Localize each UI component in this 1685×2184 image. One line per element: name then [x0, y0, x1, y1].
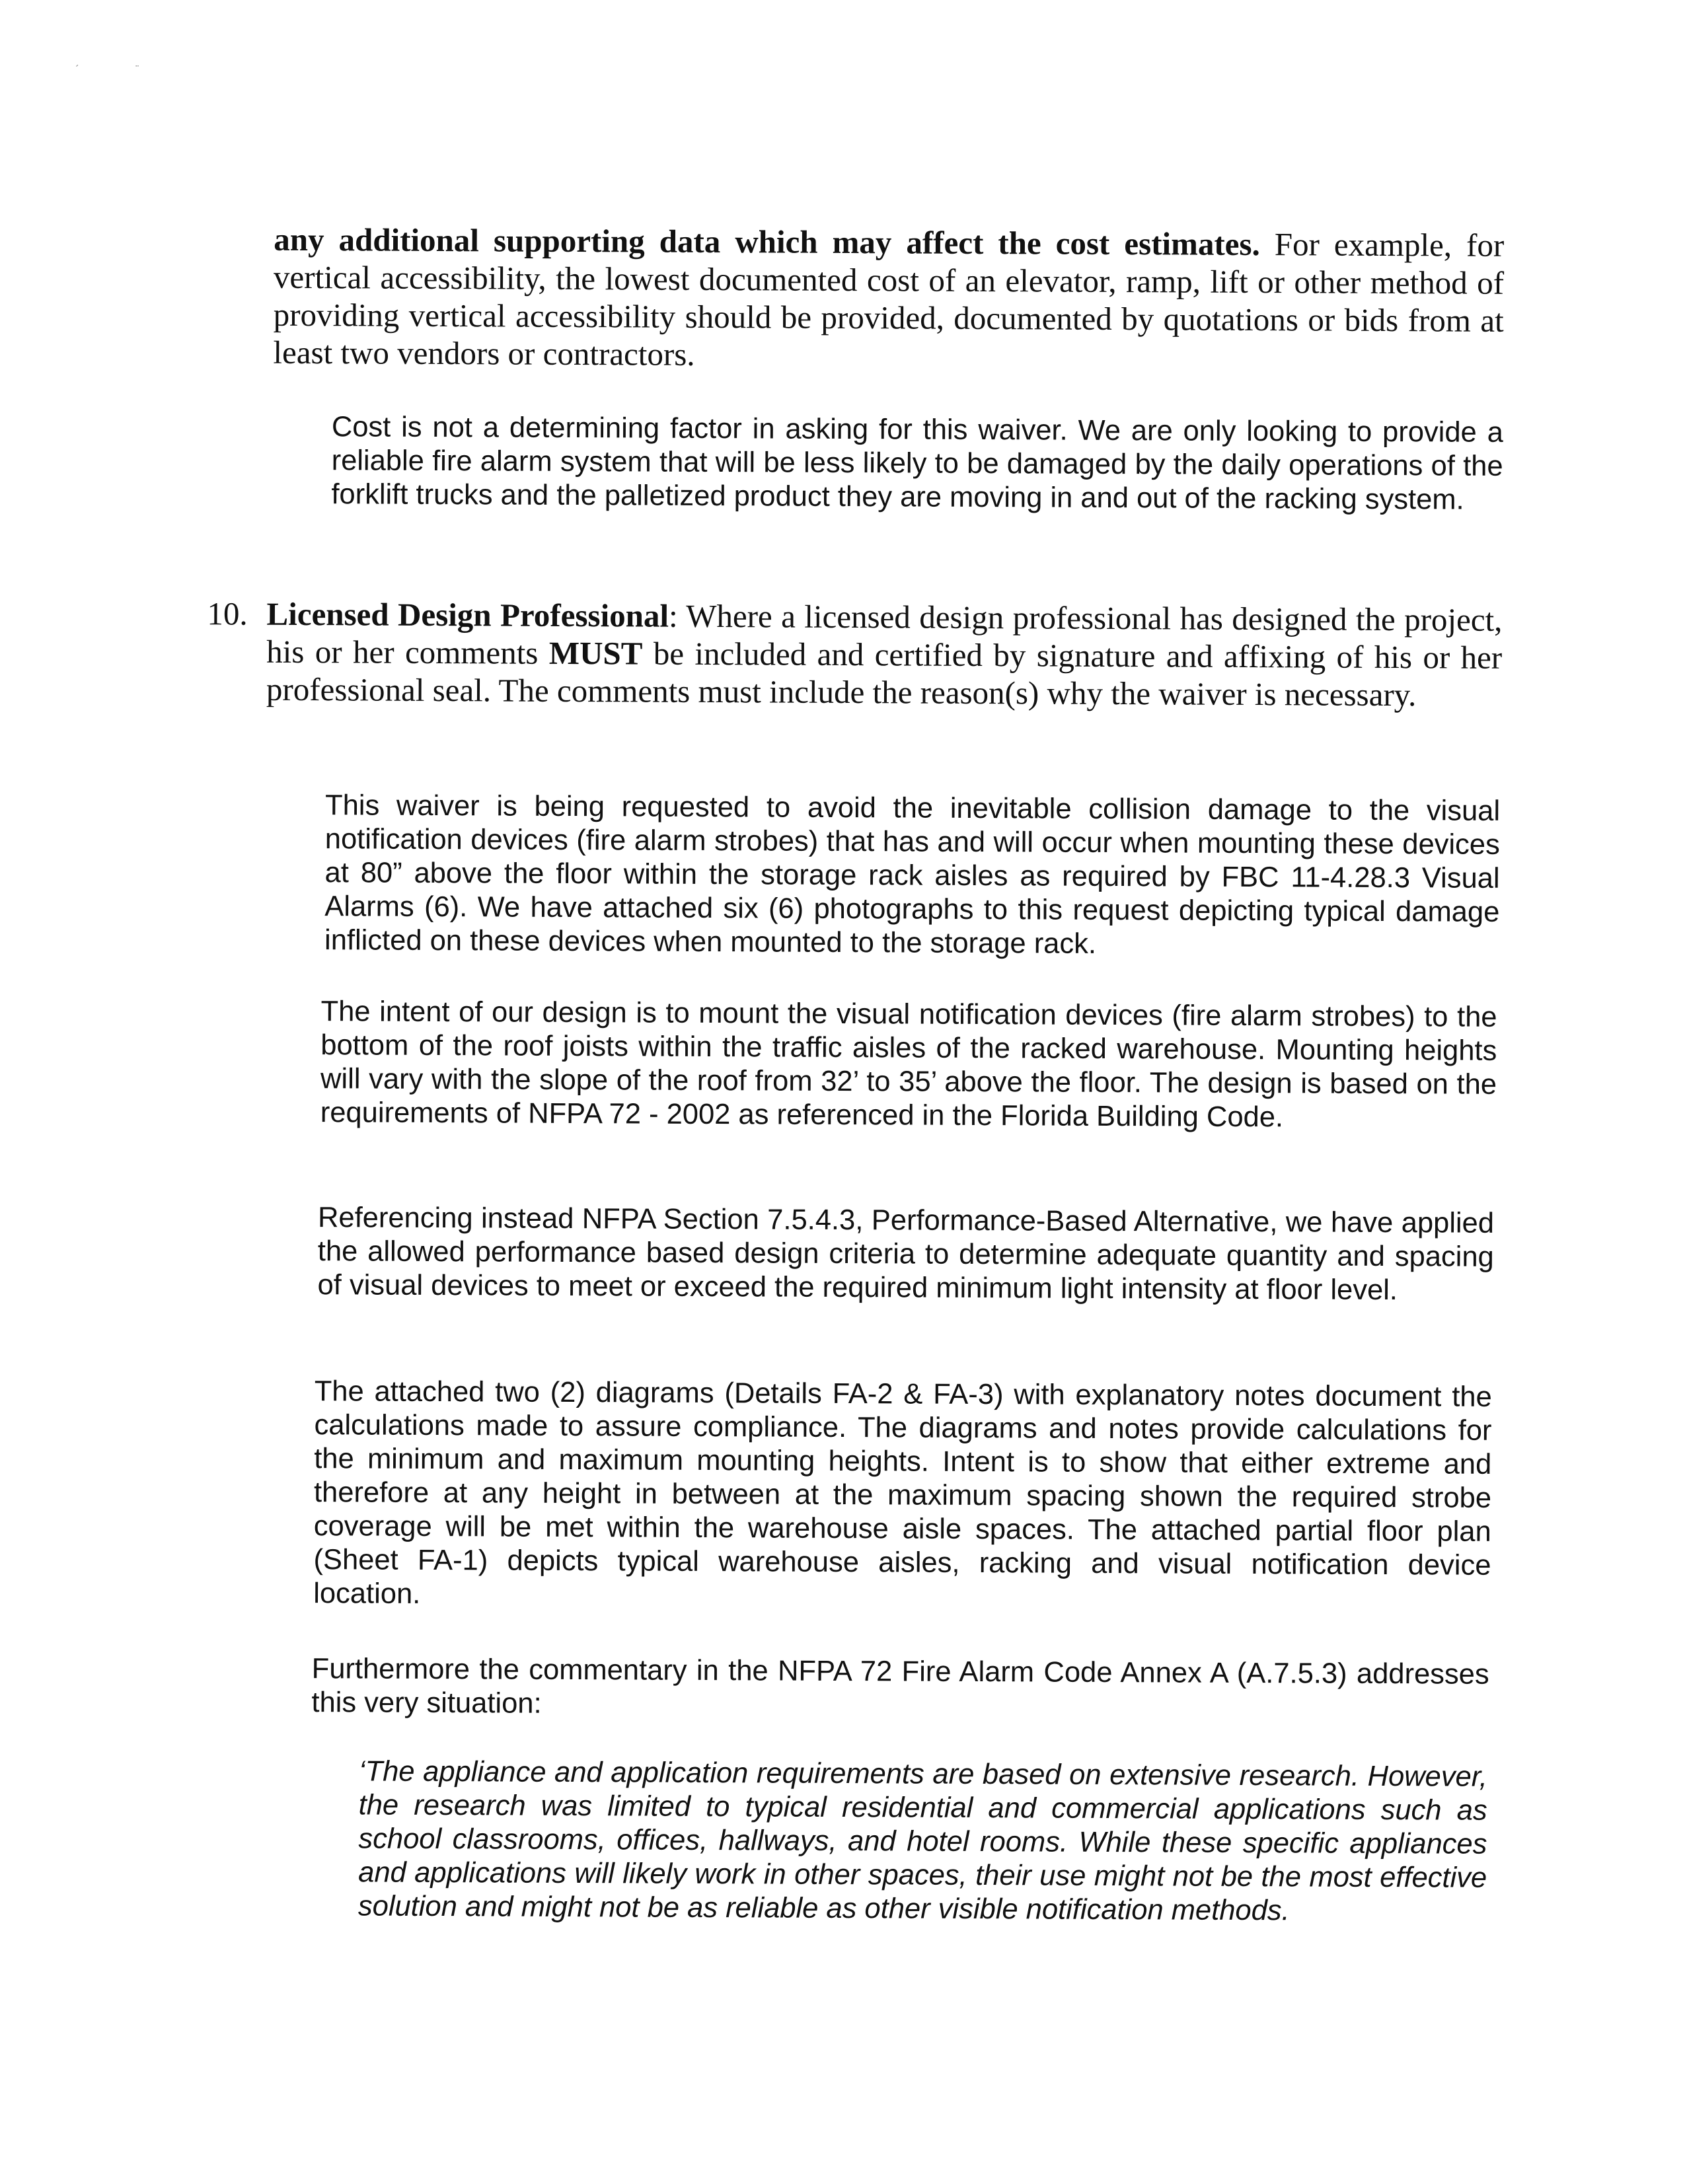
paragraph-nfpa-commentary: Furthermore the commentary in the NFPA 72 Fire Alarm Code Annex A (A.7.5.3) addresses this very situation: — [311, 1653, 1489, 1720]
list-item-number: 10. — [207, 595, 248, 632]
paragraph-text: For example, for vertical accessibility, the lowest documented cost of an elevator, ramp, lift or other method of providing vertical accessibility should be provided, documented by quotations or bids from at least two vendors or contractors. — [273, 226, 1505, 373]
paragraph-performance-based: Referencing instead NFPA Section 7.5.4.3, Performance-Based Alternative, we have applied the allowed performance based design criteria to determine adequate quantity and spacing of visual devices to meet or exceed the required minimum light intensity at floor level. — [317, 1202, 1495, 1307]
list-item-body — [266, 595, 1503, 714]
paragraph-waiver-reason: This waiver is being requested to avoid the inevitable collision damage to the visual notification devices (fire alarm strobes) that has and will occur when mounting these devices at 80” above the floor within the storage rack aisles as required by FBC 11-4.28.3 Visual Alarms (6). We have attached six (6) photographs to this request depicting typical damage inflicted on these devices when mounted to the storage rack. — [324, 789, 1501, 960]
paragraph-attached-diagrams: The attached two (2) diagrams (Details FA-2 & FA-3) with explanatory notes document the calculations made to assure compliance. The diagrams and notes provide calculations for the minimum and maximum mounting heights. Intent is to show that either extreme and therefore at any height in between at the maximum spacing shown the required strobe coverage will be met within the warehouse aisle spaces. The attached partial floor plan (Sheet FA-1) depicts typical warehouse aisles, racking and visual notification device location. — [313, 1375, 1492, 1610]
paragraph-cost-response: Cost is not a determining factor in asking for this waiver. We are only looking to provide a reliable fire alarm system that will be less likely to be damaged by the daily operations of the forklift trucks and the palletized product they are moving in and out of the racking system. — [331, 411, 1503, 516]
emphasis-must: MUST — [548, 634, 643, 672]
paragraph-design-intent: The intent of our design is to mount the visual notification devices (fire alarm strobes) to the bottom of the roof joists within the traffic aisles of the racked warehouse. Mounting heights will vary with the slope of the roof from 32’ to 35’ above the floor. The design is based on the requirements of NFPA 72 - 2002 as referenced in the Florida Building Code. — [320, 996, 1497, 1134]
scan-marks: ´ ¨ — [74, 64, 167, 75]
bold-lead-text: any additional supporting data which may affect the cost estimates. — [274, 221, 1260, 263]
list-item-title: Licensed Design Professional — [266, 595, 669, 634]
list-item-10 — [207, 595, 1503, 713]
quoted-commentary: ‘The appliance and application requirements are based on extensive research. However, the research was limited to typical residential and commercial applications such as school classrooms, offices, hallways, and hotel rooms. While these specific appliances and applications will likely work in other spaces, their use might not be the most effective solution and might not be as reliable as other visible notification methods. — [357, 1755, 1488, 1927]
list-item-text-b: be included and certified by signature and affixing of his or her professional seal. The comments must include the reason(s) why the waiver is necessary. — [266, 635, 1503, 713]
paragraph-cost-estimate-requirement — [273, 221, 1504, 377]
list-item-text-a: : Where a licensed design professional has designed the project, his or her comments — [266, 597, 1503, 671]
